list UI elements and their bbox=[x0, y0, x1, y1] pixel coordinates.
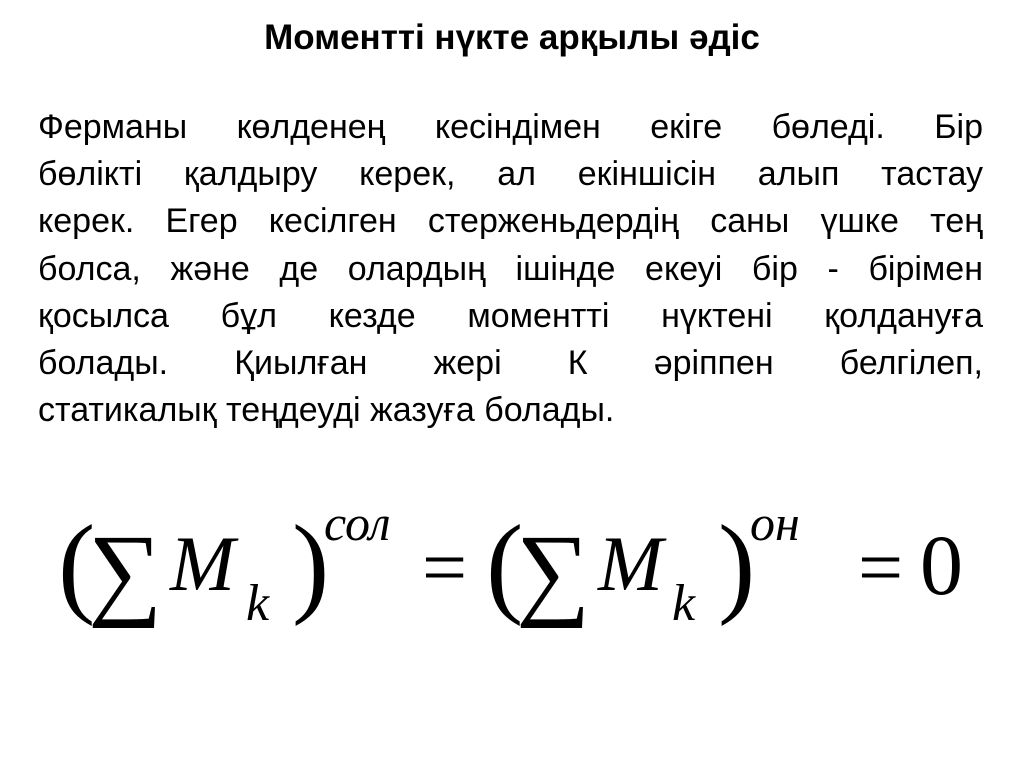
right-m-variable: M bbox=[598, 520, 663, 607]
left-close-paren: ) bbox=[292, 503, 330, 627]
paragraph-line-7: статикалық теңдеуді жазуға болады. bbox=[38, 391, 615, 430]
paragraph-line-1: Ферманы көлденең кесіндімен екіге бөледі. Бір bbox=[38, 108, 983, 146]
right-sum-symbol: ∑ bbox=[516, 514, 591, 629]
right-k-subscript: k bbox=[672, 575, 696, 632]
paragraph-line-4: болса, және де олардың ішінде екеуі бір - бірімен bbox=[38, 249, 983, 288]
left-open-paren: ( bbox=[58, 503, 96, 627]
right-superscript-on: он bbox=[750, 495, 800, 551]
left-k-subscript: k bbox=[246, 575, 270, 632]
paragraph-line-2: бөлікті қалдыру керек, ал екіншісін алып тастау bbox=[38, 155, 983, 194]
equals-sign-1: = bbox=[422, 524, 468, 612]
zero-value: 0 bbox=[920, 517, 963, 613]
right-close-paren: ) bbox=[718, 503, 756, 627]
left-superscript-sol: сол bbox=[324, 495, 391, 551]
right-open-paren: ( bbox=[486, 503, 524, 627]
paragraph-line-3: керек. Егер кесілген стерженьдердің саны үшке тең bbox=[38, 202, 983, 241]
paragraph-line-6: болады. Қиылған жері К әріппен белгілеп, bbox=[38, 343, 983, 382]
paragraph-line-5: қосылса бұл кезде моментті нүктені қолдануға bbox=[38, 296, 983, 335]
left-m-variable: M bbox=[170, 520, 235, 607]
equation-svg bbox=[0, 490, 1024, 650]
moment-equation bbox=[0, 490, 1024, 650]
slide-title: Моментті нүкте арқылы әдіс bbox=[264, 18, 760, 57]
body-paragraph bbox=[38, 104, 983, 434]
left-sum-symbol: ∑ bbox=[88, 514, 163, 629]
equals-sign-2: = bbox=[858, 524, 904, 612]
